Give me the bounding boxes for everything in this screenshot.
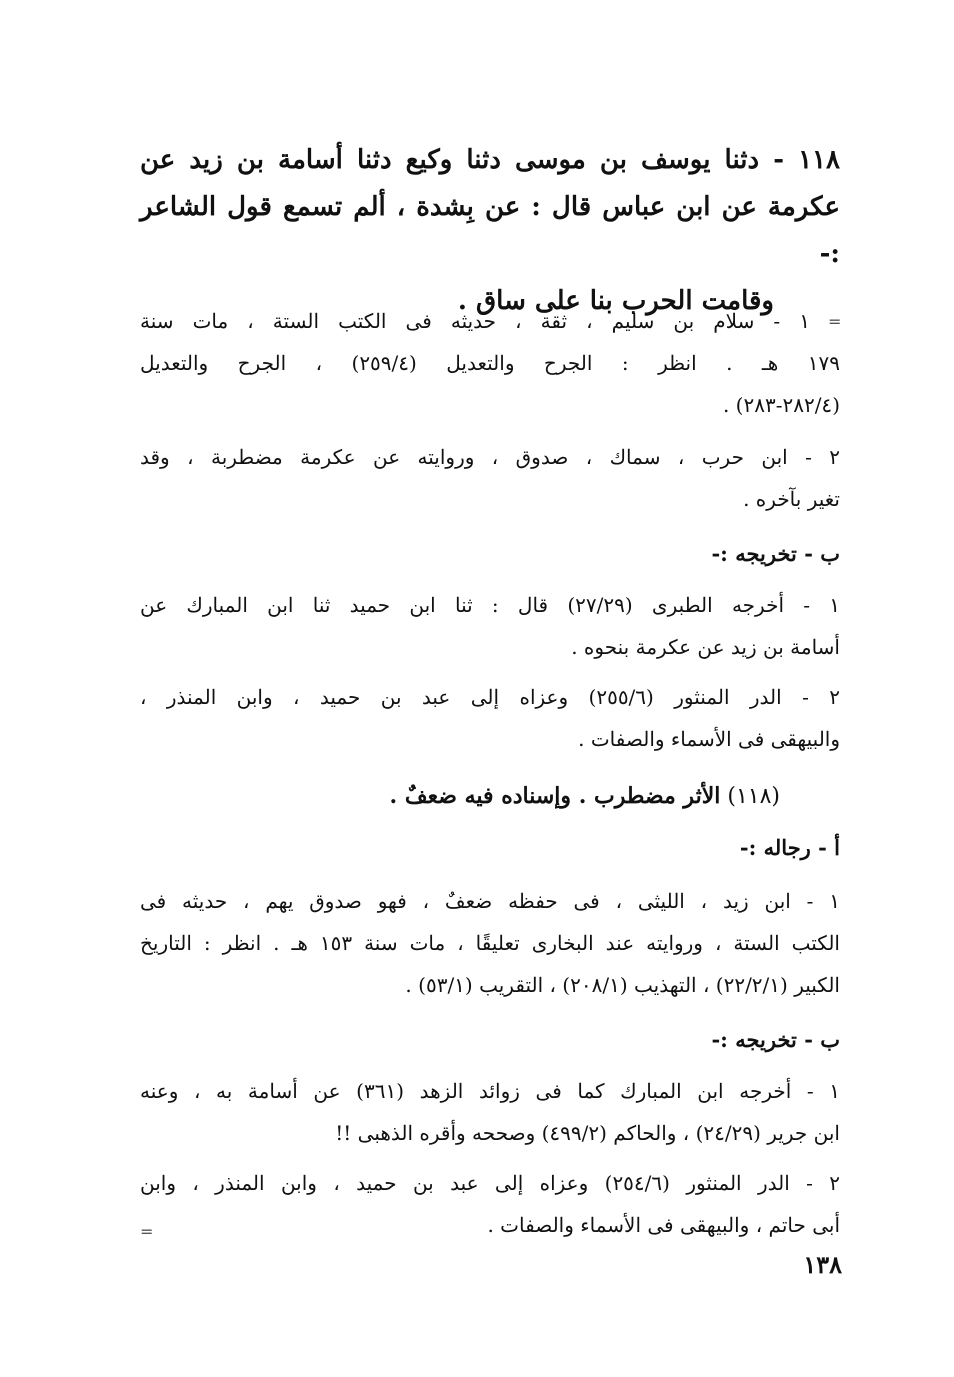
- ruling-number: (١١٨): [727, 784, 780, 809]
- note-line: ٢ - ابن حرب ، سماك ، صدوق ، وروايته عن عكرمة مضطربة ، وقد: [140, 445, 840, 469]
- note-line: أبى حاتم ، والبيهقى فى الأسماء والصفات .: [487, 1213, 840, 1237]
- narrator-note-1: [140, 300, 840, 426]
- takhrij-note-4: [140, 1162, 840, 1246]
- note-line: أسامة بن زيد عن عكرمة بنحوه .: [571, 635, 840, 659]
- note-line: ابن جرير (٢٤/٢٩) ، والحاكم (٤٩٩/٢) وصححه وأقره الذهبى !!: [335, 1121, 840, 1145]
- section-heading-takhrij: ب - تخريجه :-: [711, 541, 840, 566]
- page-number: ١٣٨: [803, 1250, 842, 1279]
- note-line: ١ - أخرجه ابن المبارك كما فى زوائد الزهد (٣٦١) عن أسامة به ، وعنه: [140, 1079, 841, 1103]
- main-entry-line: عكرمة عن ابن عباس قال : عن بِشدة ، ألم تسمع قول الشاعر :-: [140, 192, 840, 269]
- takhrij-note-2: [140, 676, 840, 760]
- takhrij-note-1: [140, 584, 840, 668]
- note-line: الكبير (٢٢/٢/١) ، التهذيب (٢٠٨/١) ، التقريب (٥٣/١) .: [405, 973, 840, 997]
- footnote-marker: =: [140, 1222, 154, 1241]
- note-line: ١ - ابن زيد ، الليثى ، فى حفظه ضعفٌ ، فهو صدوق يهم ، حديثه فى: [140, 889, 840, 913]
- section-heading-takhrij: ب - تخريجه :-: [711, 1027, 840, 1052]
- takhrij-note-3: [140, 1070, 840, 1154]
- note-line: ١ - أخرجه الطبرى (٢٧/٢٩) قال : ثنا ابن حميد ثنا ابن المبارك عن: [140, 593, 840, 617]
- note-line: تغير بآخره .: [743, 487, 840, 511]
- note-line: الكتب الستة ، وروايته عند البخارى تعليقًا ، مات سنة ١٥٣ هـ . انظر : التاريخ: [140, 931, 840, 955]
- rijal-note-1: [140, 880, 840, 1006]
- note-line: والبيهقى فى الأسماء والصفات .: [578, 727, 840, 751]
- main-entry-line: ١١٨ - دثنا يوسف بن موسى دثنا وكيع دثنا أسامة بن زيد عن: [140, 145, 840, 175]
- ruling-text: الأثر مضطرب . وإسناده فيه ضعفٌ .: [389, 783, 721, 809]
- note-line: ٢ - الدر المنثور (٢٥٥/٦) وعزاه إلى عبد بن حميد ، وابن المنذر ،: [140, 685, 840, 709]
- footnote-marker: =: [828, 312, 842, 331]
- main-entry-line: وقامت الحرب بنا على ساق .: [457, 286, 774, 316]
- note-line: ١ - سلام بن سليم ، ثقة ، حديثه فى الكتب الستة ، مات سنة: [140, 309, 810, 333]
- narrator-note-2: [140, 436, 840, 520]
- note-line: ١٧٩ هـ . انظر : الجرح والتعديل (٢٥٩/٤) ، الجرح والتعديل: [140, 351, 840, 375]
- main-entry: [140, 137, 840, 325]
- note-line: (٢٨٢/٤-٢٨٣) .: [722, 393, 840, 417]
- ruling-line: [140, 776, 840, 817]
- section-heading-rijal: أ - رجاله :-: [739, 835, 840, 860]
- note-line: ٢ - الدر المنثور (٢٥٤/٦) وعزاه إلى عبد بن حميد ، وابن المنذر ، وابن: [140, 1171, 840, 1195]
